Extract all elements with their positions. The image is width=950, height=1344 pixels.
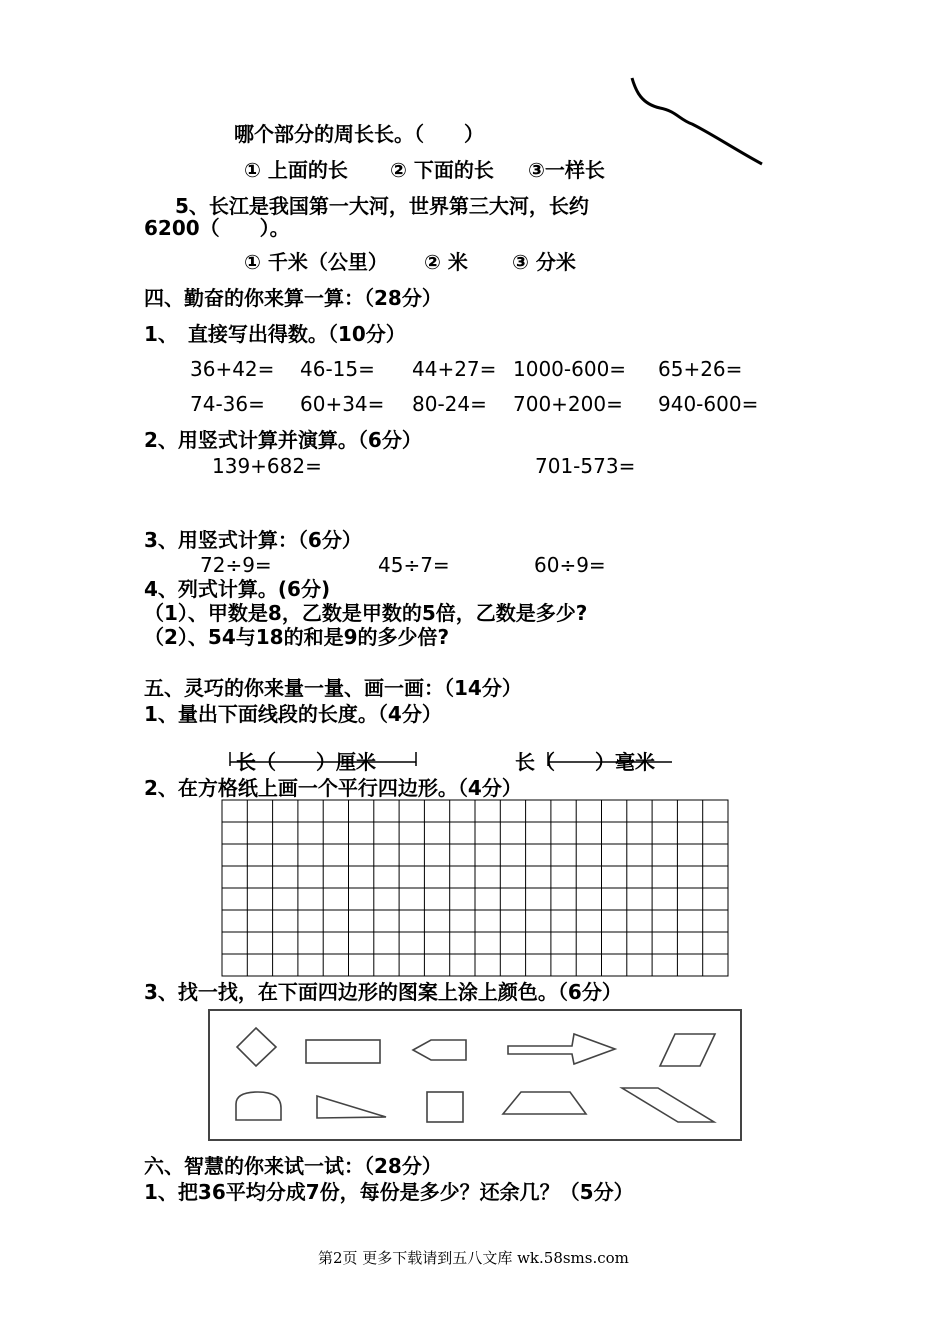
section-6-title: 六、智慧的你来试一试：（28分） (144, 1154, 442, 1178)
calc-2-2: 60+34= (300, 392, 385, 416)
division-1: 72÷9= (200, 553, 272, 577)
parallelogram-shape-1 (660, 1034, 715, 1066)
arrow-shape (508, 1034, 615, 1064)
sec6-q1-title: 1、把36平均分成7份，每份是多少？还余几？（5分） (144, 1180, 634, 1204)
vertical-calc-2: 701-573= (535, 454, 636, 478)
sec5-q3-title: 3、找一找，在下面四边形的图案上涂上颜色。（6分） (144, 980, 622, 1004)
section-5-title: 五、灵巧的你来量一量、画一画：（14分） (144, 676, 522, 700)
measure-1-label: 长（ ）厘米 (236, 750, 376, 774)
q3-4-text: 哪个部分的周长长。（ ） (234, 122, 484, 146)
calc-1-1: 36+42= (190, 357, 275, 381)
square-shape (427, 1092, 463, 1122)
calc-1-4: 1000-600= (513, 357, 627, 381)
sec4-q2-title: 2、用竖式计算并演算。（6分） (144, 428, 422, 452)
sec4-q4-title: 4、列式计算。(6分) (144, 577, 331, 601)
calc-1-2: 46-15= (300, 357, 375, 381)
q3-5-option-2: ② 米 (424, 250, 468, 274)
measure-2-label: 长（ ）毫米 (515, 750, 655, 774)
calc-2-5: 940-600= (658, 392, 759, 416)
calc-1-5: 65+26= (658, 357, 743, 381)
sec4-q4-1: （1）、甲数是8，乙数是甲数的5倍，乙数是多少? (144, 601, 588, 625)
calc-2-1: 74-36= (190, 392, 265, 416)
q3-4-option-3: ③一样长 (528, 158, 605, 182)
q3-5-text: 5、长江是我国第一大河，世界第三大河，长约 (175, 194, 589, 218)
sec5-q2-title: 2、在方格纸上画一个平行四边形。（4分） (144, 776, 522, 800)
page-footer[interactable]: 第2页 更多下载请到五八文库 wk.58sms.com (318, 1249, 629, 1267)
sec4-q4-2: （2）、54与18的和是9的多少倍? (144, 625, 450, 649)
q3-4-option-1: ① 上面的长 (244, 158, 348, 182)
pentagon-arrow-shape (413, 1040, 466, 1060)
trapezoid-shape (503, 1092, 586, 1114)
vertical-calc-1: 139+682= (212, 454, 322, 478)
sec4-q3-title: 3、用竖式计算：（6分） (144, 528, 362, 552)
calc-1-3: 44+27= (412, 357, 497, 381)
q3-5-option-1: ① 千米（公里） (244, 250, 388, 274)
right-triangle-shape (317, 1096, 386, 1118)
sec5-q1-title: 1、量出下面线段的长度。（4分） (144, 702, 442, 726)
q3-5-option-3: ③ 分米 (512, 250, 576, 274)
q3-5-text2: 6200（ ）。 (144, 216, 290, 240)
division-3: 60÷9= (534, 553, 606, 577)
section-4-title: 四、勤奋的你来算一算：（28分） (144, 286, 442, 310)
division-2: 45÷7= (378, 553, 450, 577)
sec4-q1-title: 1、 直接写出得数。（10分） (144, 322, 406, 346)
q3-4-option-2: ② 下面的长 (390, 158, 494, 182)
parallelogram-shape-2 (622, 1088, 714, 1122)
arch-shape (236, 1092, 281, 1120)
rectangle-shape (306, 1040, 380, 1063)
calc-2-4: 700+200= (513, 392, 623, 416)
calc-2-3: 80-24= (412, 392, 487, 416)
diamond-shape (237, 1028, 276, 1066)
